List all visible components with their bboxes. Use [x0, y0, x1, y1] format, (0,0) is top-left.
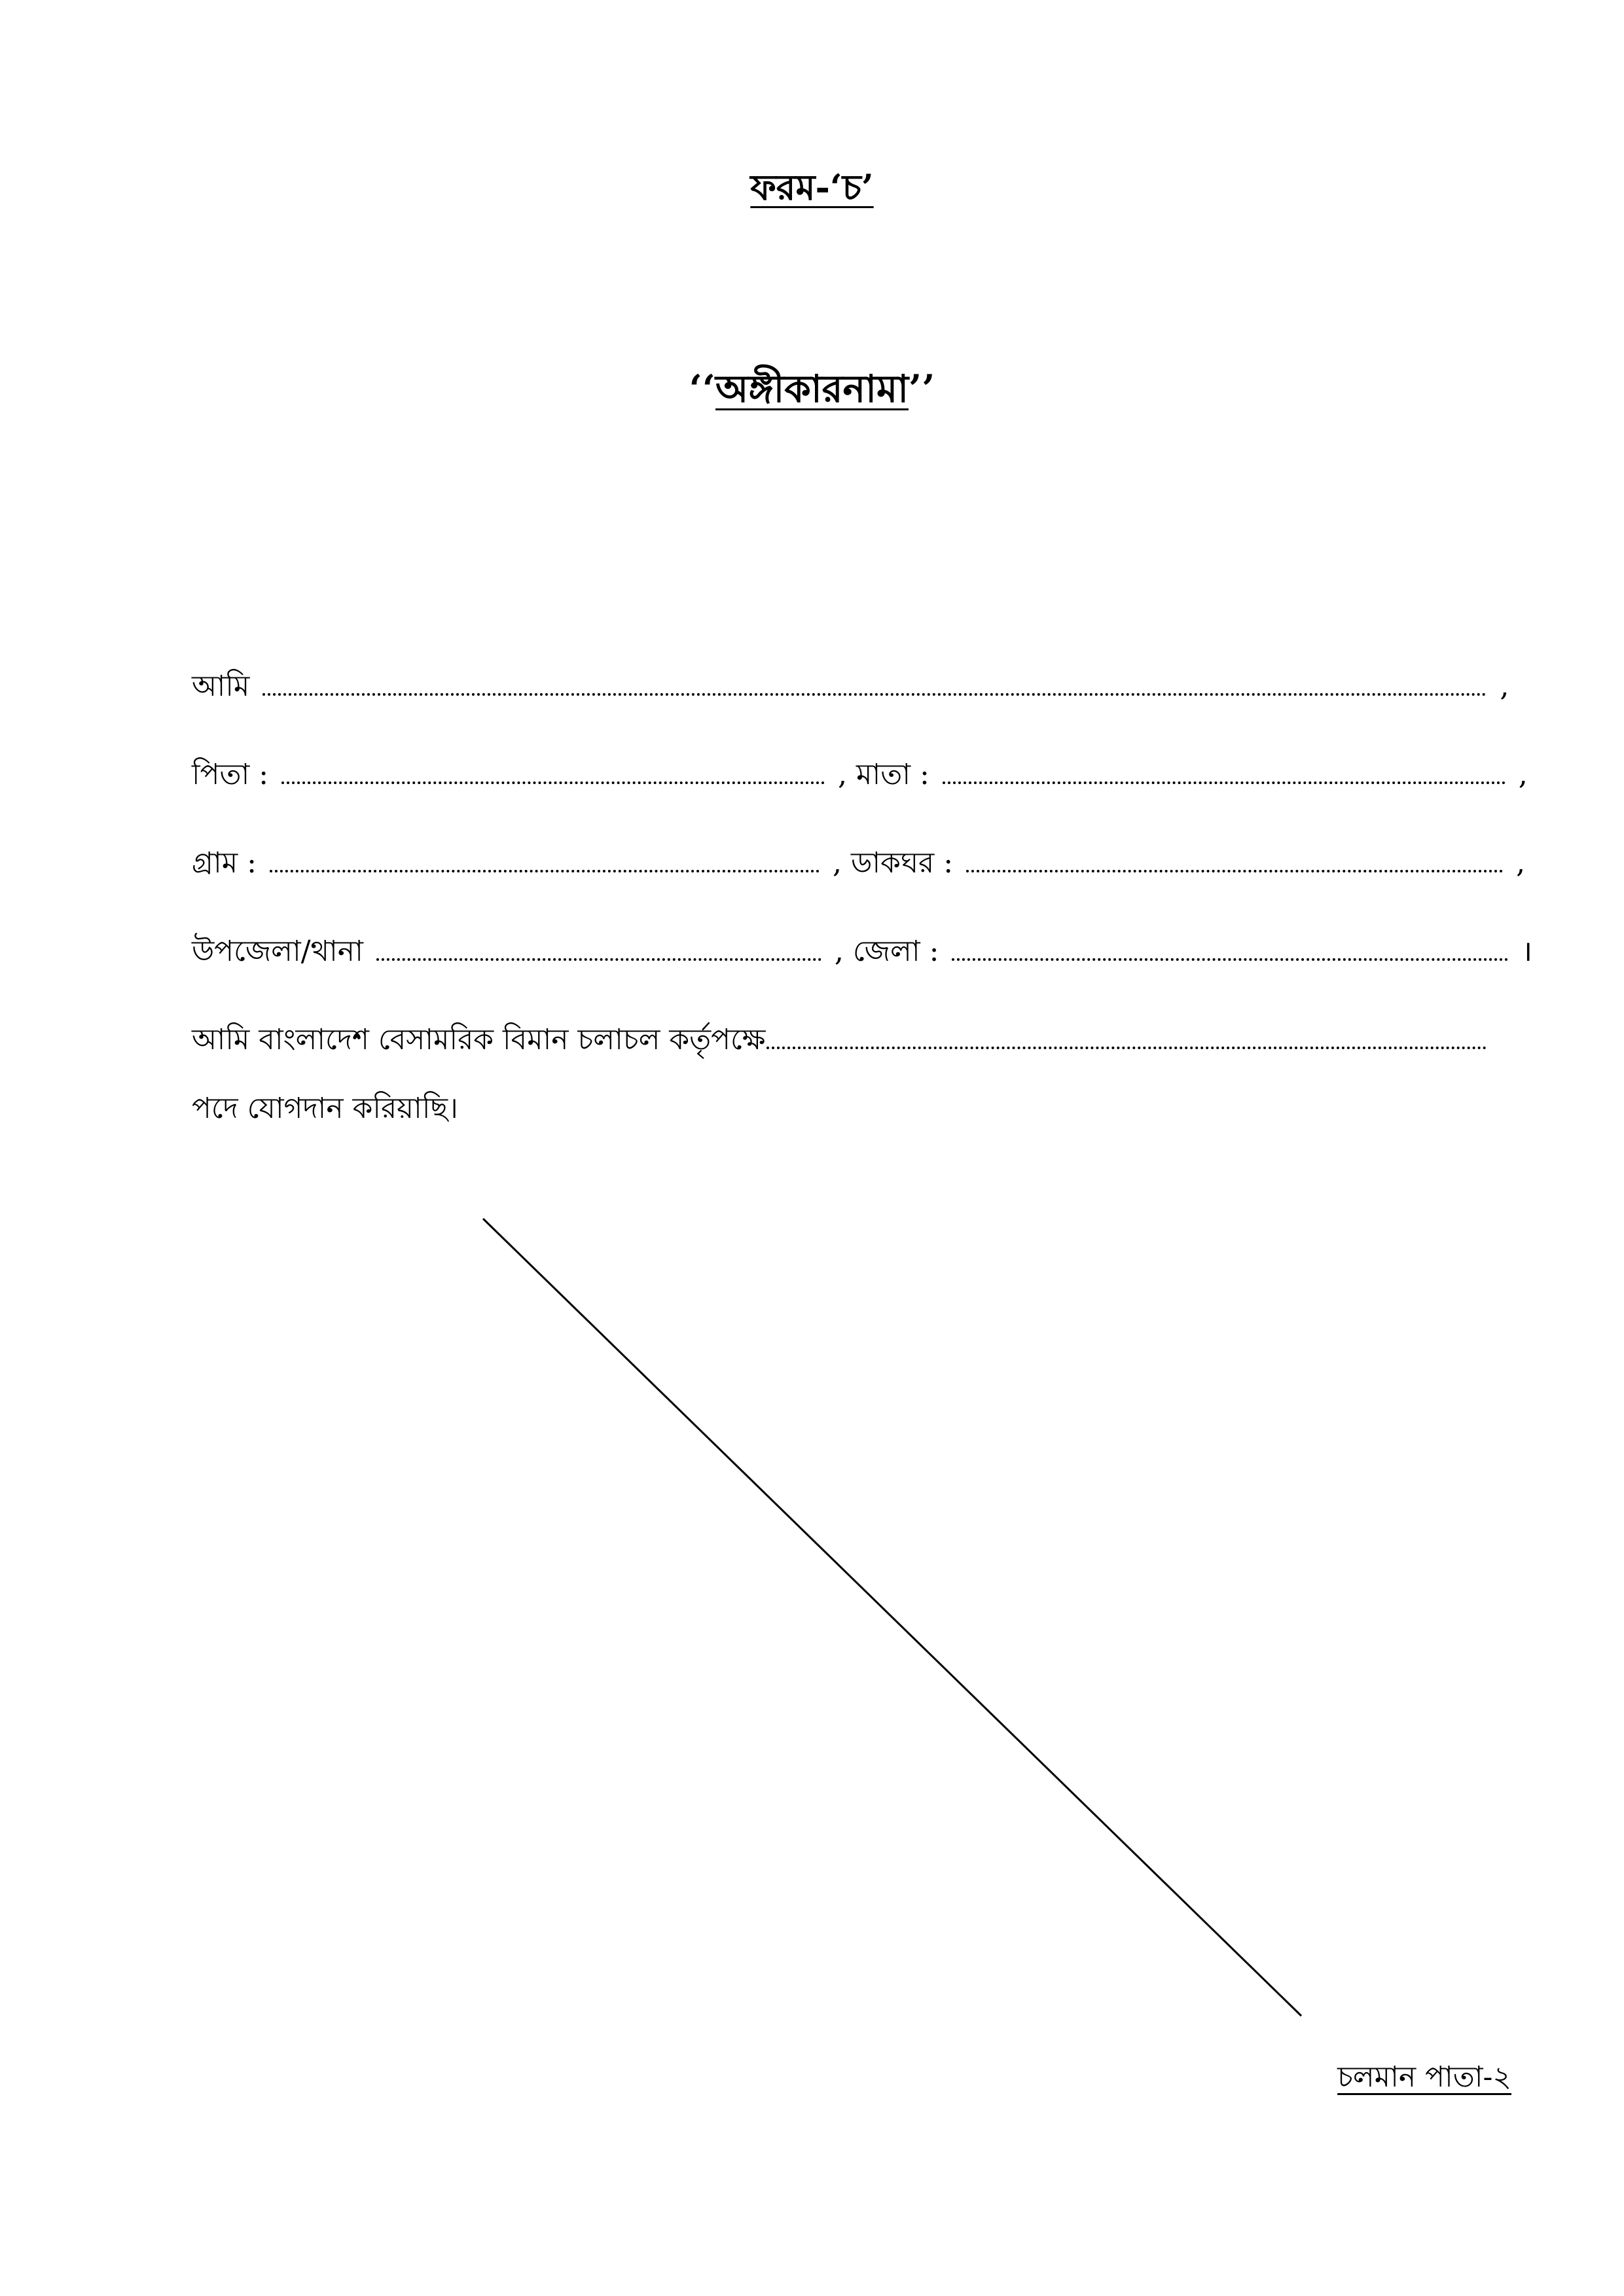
statement-continuation: পদে যোগদান করিয়াছি। [192, 1092, 458, 1125]
district-end: । [1521, 935, 1533, 968]
address-end: , [1516, 846, 1526, 880]
statement-text: আমি বাংলাদেশ বেসামরিক বিমান চলাচল কর্তৃপক্ষে [192, 1023, 766, 1056]
father-label: পিতা : [192, 758, 269, 791]
title-open-quote: ‘‘ [689, 367, 715, 411]
district-label: , জেলা : [834, 935, 939, 968]
continued-page-note: চলমান পাতা-২ [1337, 2060, 1511, 2094]
name-line [192, 664, 1527, 712]
title-text: অঙ্গীকারনামা [715, 367, 909, 411]
title-close-quote: ’’ [909, 367, 935, 411]
district-line [192, 929, 1533, 977]
address-line [192, 841, 1527, 889]
district-field[interactable] [952, 953, 1508, 961]
name-end: , [1500, 670, 1509, 703]
father-name-field[interactable] [281, 776, 825, 784]
parents-line [192, 753, 1527, 800]
form-code-text: ফরম-‘চ’ [750, 166, 874, 208]
form-code [0, 160, 1624, 219]
mother-label: , মাতা : [838, 758, 929, 791]
statement-line-1 [192, 1018, 1527, 1066]
upazila-label: উপজেলা/থানা [192, 935, 363, 968]
village-label: গ্রাম : [192, 846, 257, 880]
designation-field[interactable] [767, 1041, 1487, 1049]
parents-end: , [1518, 758, 1528, 791]
village-field[interactable] [270, 865, 820, 872]
statement-line-2 [192, 1086, 1527, 1134]
name-label: আমি [192, 670, 250, 703]
post-office-field[interactable] [966, 865, 1503, 872]
name-field[interactable] [262, 688, 1487, 696]
upazila-field[interactable] [376, 953, 821, 961]
document-title [0, 360, 1624, 423]
post-office-label: , ডাকঘর : [832, 846, 954, 880]
mother-name-field[interactable] [943, 776, 1506, 784]
